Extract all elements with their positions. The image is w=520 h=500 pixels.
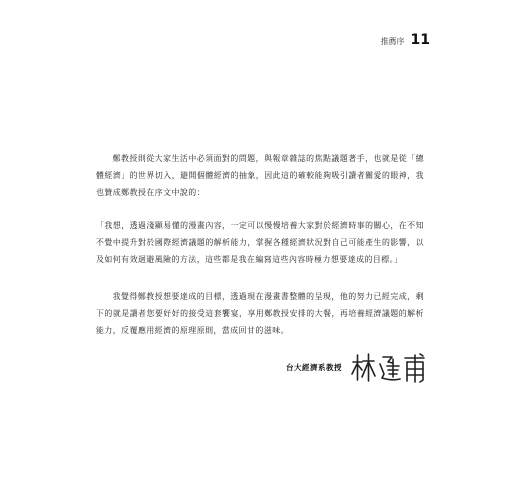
paragraph-1: 鄭教授則從大家生活中必須面對的問題，與報章雜誌的焦點議題著手，也就是從「總體經濟」的世界切入，避開個體經濟的抽象，因此這的確較能夠吸引讀者關愛的眼神，我也贊成鄭教授在序文中說的： [96,154,424,197]
page-number: 11 [410,32,430,48]
page-header [381,32,430,48]
preface-body [96,150,424,339]
section-label: 推薦序 [380,37,405,46]
paragraph-3: 我覺得鄭教授想要達成的目標，透過現在漫畫書整體的呈現，他的努力已經完成，剩下的就是讀者您要好好的接受這套饗宴，享用鄭教授安排的大餐，再培養經濟議題的解析能力，反覆應用經濟的原理原則，當成回甘的滋味。 [96,292,424,335]
handwritten-signature [350,350,428,384]
signature-block [286,350,428,384]
signature-title: 台大經濟系教授 [286,362,342,372]
quote-paragraph: 「我想，透過淺顯易懂的漫畫內容，一定可以慢慢培養大家對於經濟時事的關心，在不知不覺中提升對於國際經濟議題的解析能力，掌握各種經濟狀況對自己可能產生的影響，以及如何有效迴避風險的方法，這些都是我在編寫這些內容時極力想要達成的目標。」 [96,221,424,264]
